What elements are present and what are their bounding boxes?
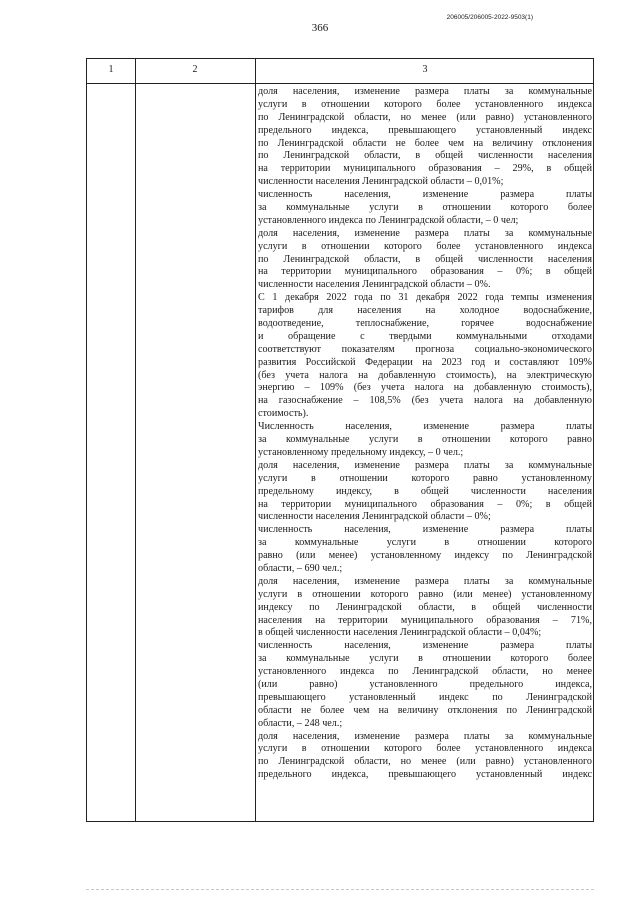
text-line: (или равно) установленного предельного индекса, [258,678,592,690]
text-line: численность населения, изменение размера платы [258,189,592,201]
table-header-row [87,59,593,84]
text-line: установленному предельному индексу, – 0 чел.; [258,446,464,458]
text-line: соответствуют показателям прогноза социально-экономического [258,343,592,355]
text-line: области, – 248 чел.; [258,717,343,729]
text-line: численность населения, изменение размера платы [258,524,592,536]
text-line: установленного индекса по Ленинградской области, но менее [258,666,592,678]
text-line: доля населения, изменение размера платы за коммунальные [258,227,592,239]
column-divider-1 [135,59,136,821]
text-line: численности населения Ленинградской области – 0,01%; [258,176,504,188]
text-line: за коммунальные услуги в отношении которого более [258,202,592,214]
column-header-3: 3 [422,64,428,75]
text-line: услуги в отношении которого более установленного индекса [258,98,592,110]
column-divider-2 [255,59,256,821]
text-line: на территории муниципального образования – 29%, в общей [258,163,592,175]
text-line: численности населения Ленинградской области – 0%; [258,511,491,523]
text-line: индексу по Ленинградской области, в общей численности [258,601,592,613]
text-line: доля населения, изменение размера платы за коммунальные [258,575,592,587]
text-line: по Ленинградской области не более чем на величину отклонения [258,137,592,149]
text-line: предельному индексу, в общей численности населения [258,485,592,497]
page-number: 366 [311,22,329,34]
text-line: численности населения Ленинградской области – 0%. [258,279,491,291]
text-line: численность населения, изменение размера платы [258,640,592,652]
column-header-2: 2 [192,64,198,75]
text-line: (без учета налога на добавленную стоимость), на электрическую [258,369,592,381]
text-line: развития Российской Федерации на 2023 год и составляют 109% [258,356,592,368]
text-line: равно (или менее) установленному индексу по Ленинградской [258,550,592,562]
text-line: за коммунальные услуги в отношении которого [258,537,592,549]
text-line: предельного индекса, превышающего установленный индекс [258,124,592,136]
text-line: в общей численности населения Ленинградской области – 0,04%; [258,627,542,639]
text-line: превышающего установленный индекс по Ленинградской [258,691,592,703]
text-line: по Ленинградской области, но менее (или равно) установленного [258,756,592,768]
text-line: предельного индекса, превышающего установленный индекс [258,769,592,781]
text-line: энергию – 109% (без учета налога на добавленную стоимость), [258,382,592,394]
text-line: Численность населения, изменение размера платы [258,421,592,433]
text-line: услуги в отношении которого более установленного индекса [258,240,592,252]
text-line: населения на территории муниципального образования – 71%, [258,614,592,626]
text-line: доля населения, изменение размера платы за коммунальные [258,86,592,97]
text-line: за коммунальные услуги в отношении которого более [258,653,592,665]
text-line: на территории муниципального образования – 0%; в общей [258,266,592,278]
page-bottom-edge [86,889,594,892]
text-line: и обращение с твердыми коммунальными отходами [258,330,592,342]
text-line: по Ленинградской области, в общей численности населения [258,253,592,265]
text-line: доля населения, изменение размера платы за коммунальные [258,459,592,471]
text-line: на газоснабжение – 108,5% (без учета налога на добавленную [258,395,592,407]
column-header-1: 1 [108,64,114,75]
text-line: стоимость). [258,408,309,420]
text-line: по Ленинградской области, но менее (или равно) установленного [258,111,592,123]
text-line: установленного индекса по Ленинградской области, – 0 чел; [258,214,519,226]
text-line: по Ленинградской области, в общей численности населения [258,150,592,162]
text-line: услуги в отношении которого равно установленному [258,472,592,484]
text-line: на территории муниципального образования – 0%; в общей [258,498,592,510]
text-line: тарифов для населения на холодное водоснабжение, [258,305,592,317]
table-text-cell [258,86,592,782]
text-line: водоотведение, теплоснабжение, горячее водоснабжение [258,318,592,330]
text-line: С 1 декабря 2022 года по 31 декабря 2022 года темпы изменения [258,292,592,304]
text-line: доля населения, изменение размера платы за коммунальные [258,730,592,742]
text-line: услуги в отношении которого равно (или менее) установленному [258,588,592,600]
document-table [86,58,594,822]
text-line: области, – 690 чел.; [258,562,343,574]
text-line: области не более чем на величину отклонения по Ленинградской [258,704,592,716]
text-line: за коммунальные услуги в отношении которого равно [258,434,592,446]
document-code: 206005/206005-2022-9503(1) [446,14,533,21]
text-line: услуги в отношении которого более установленного индекса [258,743,592,755]
